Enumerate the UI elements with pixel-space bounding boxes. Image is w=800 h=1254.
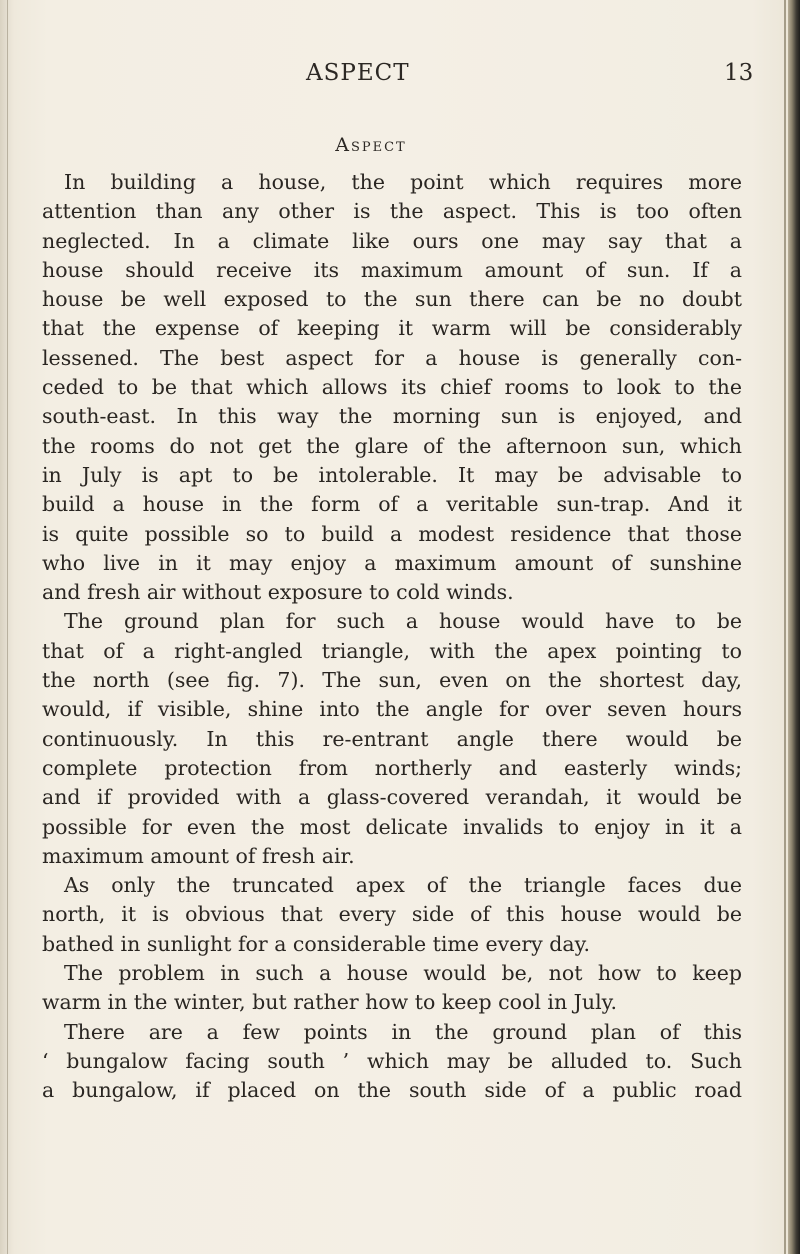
text-line: ‘ bungalow facing south ’ which may be alluded to. Such: [42, 1048, 742, 1073]
page-number: 13: [724, 60, 754, 86]
text-line: that the expense of keeping it warm will be considerably: [42, 316, 742, 341]
text-line: house should receive its maximum amount of sun. If a: [42, 257, 742, 282]
section-heading: Aspect: [335, 134, 407, 156]
text-line: the rooms do not get the glare of the afternoon sun, which: [42, 433, 742, 458]
text-line: bathed in sunlight for a considerable time every day.: [42, 931, 590, 956]
text-line: lessened. The best aspect for a house is generally con-: [42, 345, 742, 370]
text-line: that of a right-angled triangle, with the apex pointing to: [42, 638, 742, 663]
text-line: ceded to be that which allows its chief rooms to look to the: [42, 375, 742, 400]
text-line: the north (see fig. 7). The sun, even on the shortest day,: [42, 668, 742, 693]
page-right-edge-line: [784, 0, 786, 1254]
text-line: The ground plan for such a house would have to be: [64, 609, 742, 634]
text-line: warm in the winter, but rather how to keep cool in July.: [42, 990, 618, 1015]
text-line: neglected. In a climate like ours one may say that a: [42, 228, 742, 253]
text-line: complete protection from northerly and easterly winds;: [42, 755, 742, 780]
page-right-edge: [788, 0, 800, 1254]
text-line: who live in it may enjoy a maximum amount of sunshine: [42, 550, 742, 575]
text-line: a bungalow, if placed on the south side of a public road: [42, 1078, 742, 1103]
text-line: house be well exposed to the sun there can be no doubt: [42, 287, 742, 312]
text-line: The problem in such a house would be, not how to keep: [64, 961, 742, 986]
text-line: As only the truncated apex of the triangle faces due: [64, 873, 742, 898]
text-line: south-east. In this way the morning sun is enjoyed, and: [42, 404, 742, 429]
text-line: in July is apt to be intolerable. It may be advisable to: [42, 462, 742, 487]
text-line: In building a house, the point which requires more: [64, 170, 742, 194]
page-left-edge-line: [7, 0, 8, 1254]
text-line: north, it is obvious that every side of this house would be: [42, 902, 742, 927]
running-header: [0, 60, 800, 94]
text-line: is quite possible so to build a modest residence that those: [42, 521, 742, 546]
text-line: build a house in the form of a veritable sun-trap. And it: [42, 492, 742, 517]
text-line: and if provided with a glass-covered verandah, it would be: [42, 785, 742, 810]
text-line: maximum amount of fresh air.: [42, 843, 355, 868]
text-line: continuously. In this re-entrant angle there would be: [42, 726, 742, 751]
text-line: possible for even the most delicate invalids to enjoy in it a: [42, 814, 742, 839]
text-line: and fresh air without exposure to cold winds.: [42, 580, 514, 605]
text-line: would, if visible, shine into the angle for over seven hours: [42, 697, 742, 722]
running-header-title: ASPECT: [306, 60, 410, 86]
text-line: attention than any other is the aspect. This is too often: [42, 199, 742, 224]
text-line: There are a few points in the ground plan of this: [64, 1019, 742, 1044]
body-text: [42, 168, 742, 1106]
